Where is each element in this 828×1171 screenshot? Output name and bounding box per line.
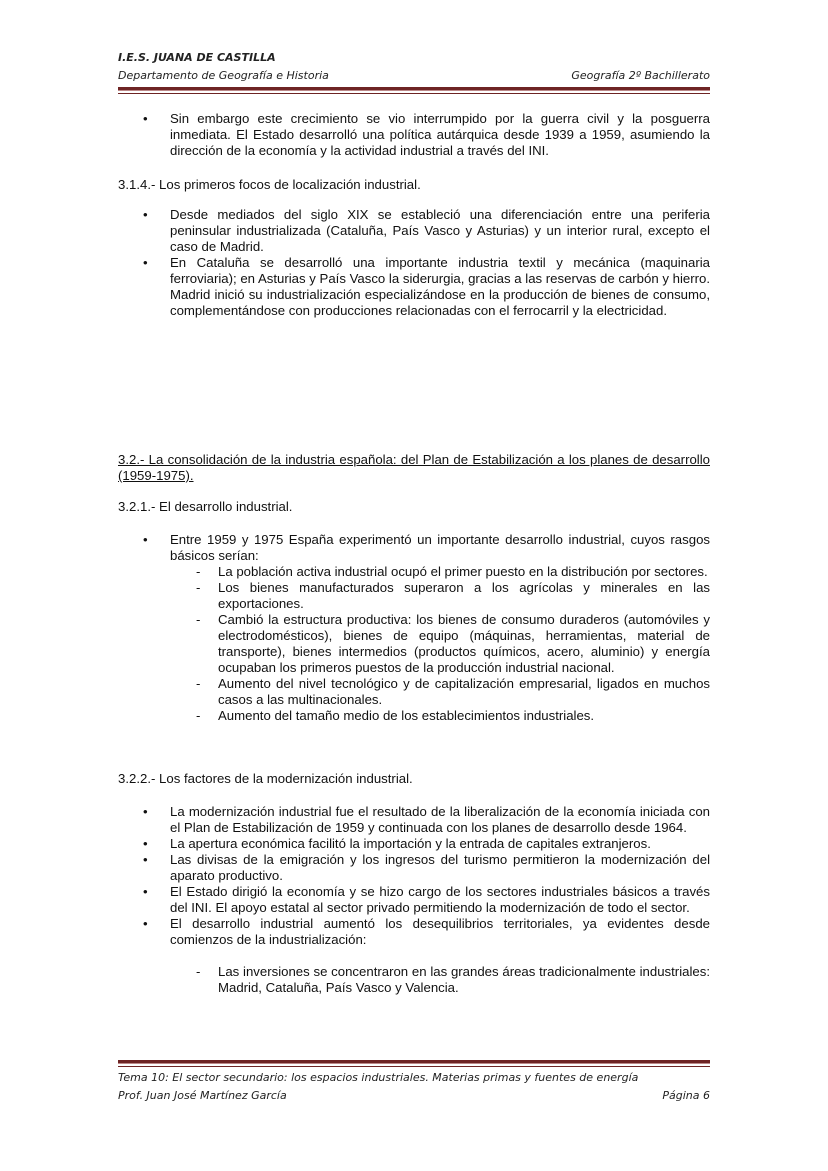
list-item: • La modernización industrial fue el resultado de la liberalización de la economía iniciada con el Plan de Estabilización de 1959 y continuada con los planes de desarrollo desde 1964. [118, 804, 710, 836]
section-3-1-4-list [118, 207, 710, 319]
section-3-2-2-list [118, 804, 710, 996]
header-rule-thin [118, 93, 710, 94]
page-number: Página 6 [662, 1089, 710, 1102]
list-item: • El desarrollo industrial aumentó los desequilibrios territoriales, ya evidentes desde comienzos de la industrialización: [118, 916, 710, 948]
sub-list-item: - Cambió la estructura productiva: los bienes de consumo duraderos (automóviles y electrodomésticos), bienes de equipo (máquinas, herramientas, material de transporte), bienes intermedios (productos químicos, acero, aluminio) y energía ocupaban los primeros puestos de la producción industrial nacional. [118, 612, 710, 676]
header-line [118, 69, 710, 82]
list-item: • Entre 1959 y 1975 España experimentó un importante desarrollo industrial, cuyos rasgos básicos serían: [118, 532, 710, 564]
footer-rule-thin [118, 1066, 710, 1067]
list-item: • Desde mediados del siglo XIX se estableció una diferenciación entre una periferia peninsular industrializada (Cataluña, País Vasco y Asturias) y un interior rural, excepto el caso de Madrid. [118, 207, 710, 255]
section-3-2-title: 3.2.- La consolidación de la industria española: del Plan de Estabilización a los planes de desarrollo (1959-1975). [118, 452, 710, 483]
subject: Geografía 2º Bachillerato [571, 69, 710, 82]
list-item: • Las divisas de la emigración y los ingresos del turismo permitieron la modernización del aparato productivo. [118, 852, 710, 884]
school-name: I.E.S. JUANA DE CASTILLA [118, 51, 276, 64]
footer-line [118, 1089, 710, 1102]
sub-list-item: - Aumento del nivel tecnológico y de capitalización empresarial, ligados en muchos casos a las multinacionales. [118, 676, 710, 708]
section-3-2-2-title: 3.2.2.- Los factores de la modernización industrial. [118, 771, 413, 786]
section-3-2-1-title: 3.2.1.- El desarrollo industrial. [118, 499, 293, 514]
footer-author: Prof. Juan José Martínez García [118, 1089, 287, 1102]
list-item: • El Estado dirigió la economía y se hizo cargo de los sectores industriales básicos a través del INI. El apoyo estatal al sector privado permitiendo la modernización de todo el sector. [118, 884, 710, 916]
sub-list-item: - Las inversiones se concentraron en las grandes áreas tradicionalmente industriales: Madrid, Cataluña, País Vasco y Valencia. [118, 964, 710, 996]
sub-list-item: - La población activa industrial ocupó el primer puesto en la distribución por sectores. [118, 564, 710, 580]
sub-list-item: - Aumento del tamaño medio de los establecimientos industriales. [118, 708, 710, 724]
list-item: • La apertura económica facilitó la importación y la entrada de capitales extranjeros. [118, 836, 710, 852]
section-3-1-4-title: 3.1.4.- Los primeros focos de localización industrial. [118, 177, 421, 192]
footer-rule [118, 1060, 710, 1064]
sub-list-item: - Los bienes manufacturados superaron a los agrícolas y minerales en las exportaciones. [118, 580, 710, 612]
header-rule [118, 87, 710, 91]
department: Departamento de Geografía e Historia [118, 69, 329, 82]
intro-list [118, 111, 710, 159]
footer-topic: Tema 10: El sector secundario: los espacios industriales. Materias primas y fuentes de energía [118, 1071, 639, 1084]
list-item: • En Cataluña se desarrolló una importante industria textil y mecánica (maquinaria ferroviaria); en Asturias y País Vasco la siderurgia, gracias a las reservas de carbón y hierro. Madrid inició su industrialización especializándose en la producción de bienes de consumo, complementándose con producciones relacionadas con el ferrocarril y la electricidad. [118, 255, 710, 319]
list-item: • Sin embargo este crecimiento se vio interrumpido por la guerra civil y la posguerra inmediata. El Estado desarrolló una política autárquica desde 1939 a 1959, asumiendo la dirección de la economía y la actividad industrial a través del INI. [118, 111, 710, 159]
section-3-2-1-list [118, 532, 710, 724]
